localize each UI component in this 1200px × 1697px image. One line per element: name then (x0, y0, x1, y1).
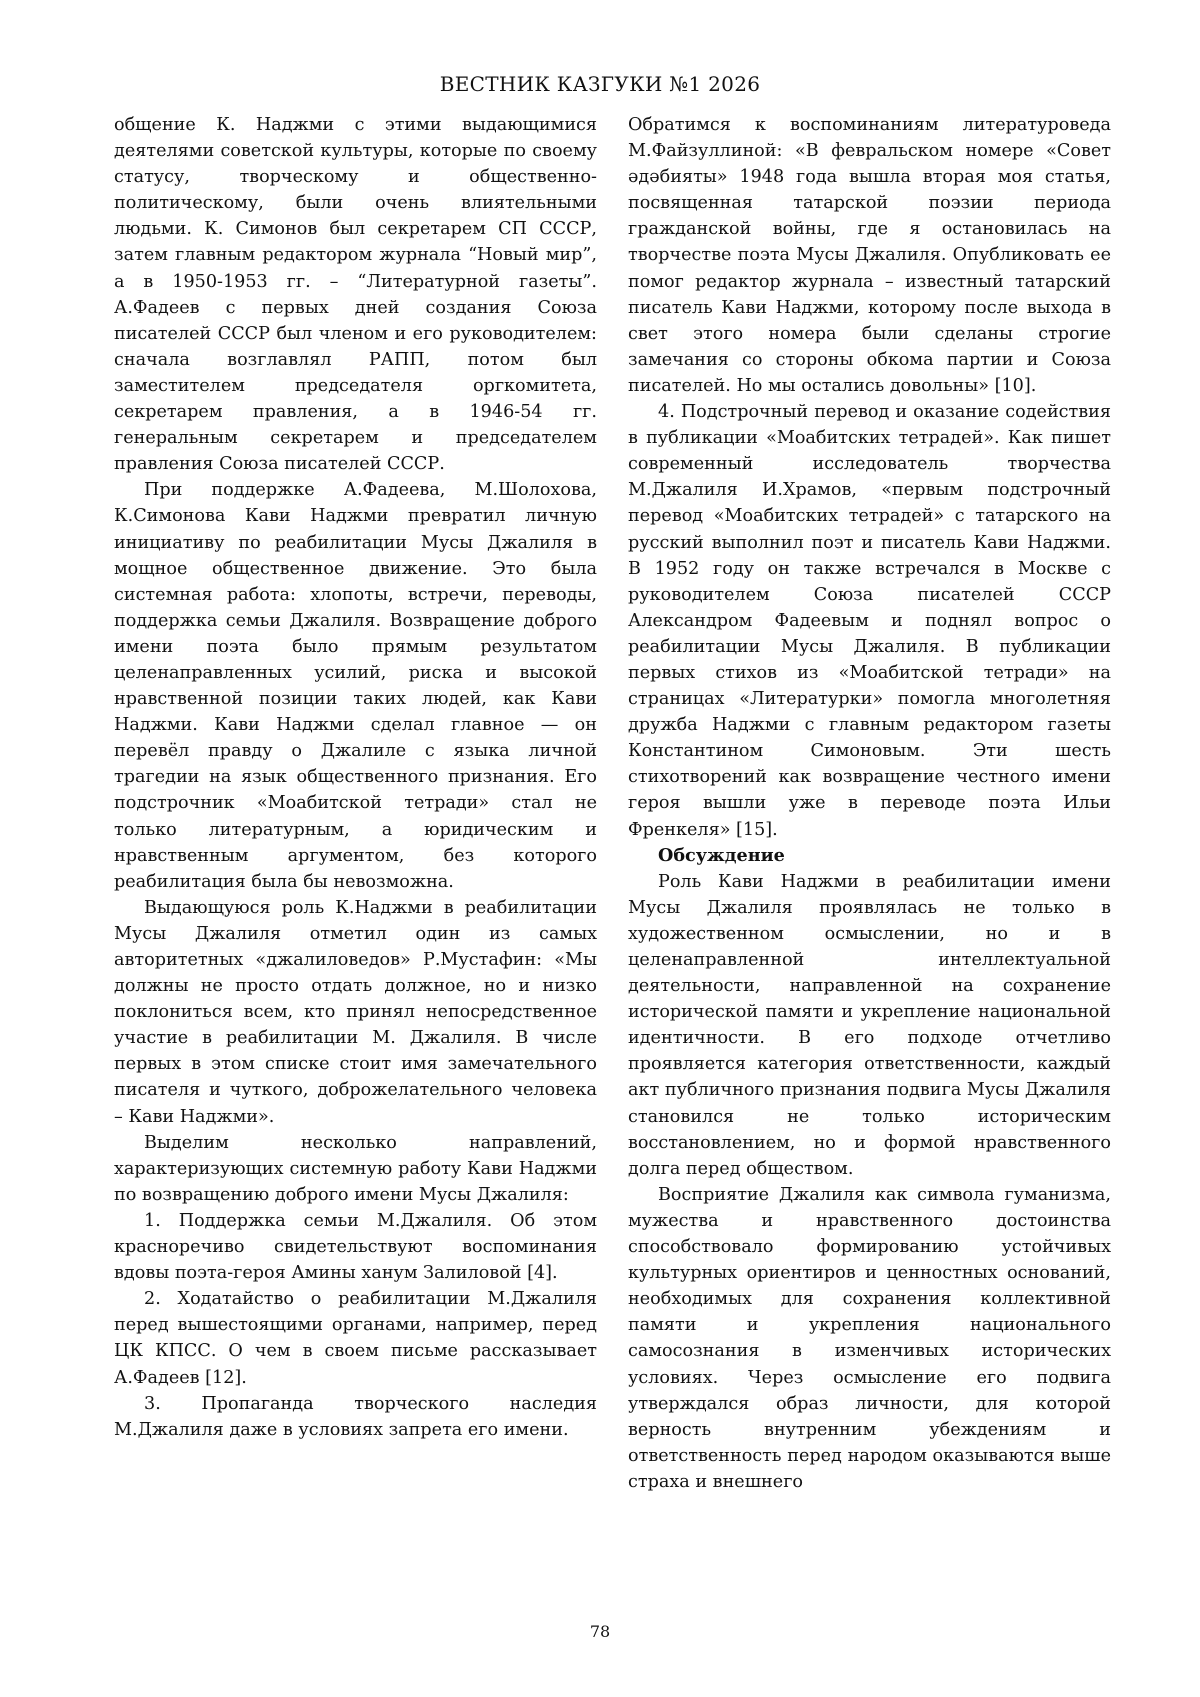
paragraph: Обратимся к воспоминаниям литературоведа М.Файзуллиной: «В февральском номере «Совет әдәбияты» 1948 года вышла вторая моя статья, посвященная татарской поэзии периода гражданской войны, где я остановилась на творчестве поэта Мусы Джалиля. Опубликовать ее помог редактор журнала – известный татарский писатель Кави Наджми, которому после выхода в свет этого номера были сделаны строгие замечания со стороны обкома партии и Союза писателей. Но мы остались довольны» [10]. (628, 115, 1111, 396)
paragraph: Выдающуюся роль К.Наджми в реабилитации Мусы Джалиля отметил один из самых авторитетных «джалиловедов» Р.Мустафин: «Мы должны не просто отдать должное, но и низко поклониться всем, кто принял непосредственное участие в реабилитации М. Джалиля. В числе первых в этом списке стоит имя замечательного писателя и чуткого, доброжелательного человека – Кави Наджми». (114, 897, 597, 1127)
paragraph: При поддержке А.Фадеева, М.Шолохова, К.Симонова Кави Наджми превратил личную инициативу по реабилитации Мусы Джалиля в мощное общественное движение. Это была системная работа: хлопоты, встречи, переводы, поддержка семьи Джалиля. Возвращение доброго имени поэта было прямым результатом целенаправленных усилий, риска и высокой нравственной позиции таких людей, как Кави Наджми. Кави Наджми сделал главное — он перевёл правду о Джалиле с языка личной трагедии на язык общественного признания. Его подстрочник «Моабитской тетради» стал не только литературным, а юридическим и нравственным аргументом, без которого реабилитация была бы невозможна. (114, 480, 597, 892)
list-item: 1. Поддержка семьи М.Джалиля. Об этом красноречиво свидетельствуют воспоминания вдовы поэта-героя Амины ханум Залиловой [4]. (114, 1210, 597, 1284)
list-item: 3. Пропаганда творческого наследия М.Джалиля даже в условиях запрета его имени. (114, 1393, 597, 1440)
paragraph: Роль Кави Наджми в реабилитации имени Мусы Джалиля проявлялась не только в художественном осмыслении, но и в целенаправленной интеллектуальной деятельности, направленной на сохранение исторической памяти и укрепление национальной идентичности. В его подходе отчетливо проявляется категория ответственности, каждый акт публичного признания подвига Мусы Джалиля становился не только историческим восстановлением, но и формой нравственного долга перед обществом. (628, 871, 1111, 1179)
paragraph: Выделим несколько направлений, характеризующих системную работу Кави Наджми по возвращению доброго имени Мусы Джалиля: (114, 1132, 597, 1205)
section-heading: Обсуждение (658, 844, 785, 866)
paragraph: Восприятие Джалиля как символа гуманизма, мужества и нравственного достоинства способствовало формированию устойчивых культурных ориентиров и ценностных оснований, необходимых для сохранения коллективной памяти и укрепления национального самосознания в изменчивых исторических условиях. Через осмысление его подвига утверждался образ личности, для которой верность внутренним убеждениям и ответственность перед народом оказываются выше страха и внешнего (628, 1184, 1111, 1492)
list-item: 4. Подстрочный перевод и оказание содействия в публикации «Моабитских тетрадей». Как пишет современный исследователь творчества М.Джалиля И.Храмов, «первым подстрочный перевод «Моабитских тетрадей» с татарского на русский выполнил поэт и писатель Кави Наджми. В 1952 году он также встречался в Москве с руководителем Союза писателей СССР Александром Фадеевым и поднял вопрос о реабилитации Мусы Джалиля. В публикации первых стихов из «Моабитской тетради» на страницах «Литературки» помогла многолетняя дружба Наджми с главным редактором газеты Константином Симоновым. Эти шесть стихотворений как возвращение честного имени героя вышли уже в переводе поэта Ильи Френкеля» [15]. (628, 402, 1111, 840)
page-number: 78 (589, 1622, 611, 1641)
list-item: 2. Ходатайство о реабилитации М.Джалиля перед вышестоящими органами, например, перед ЦК КПСС. О чем в своем письме рассказывает А.Фадеев [12]. (114, 1289, 597, 1388)
left-column (114, 112, 597, 1443)
journal-header: ВЕСТНИК КАЗГУКИ №1 2026 (439, 72, 761, 96)
paragraph: общение К. Наджми с этими выдающимися деятелями советской культуры, которые по своему статусу, творческому и общественно-политическому, были очень влиятельными людьми. К. Симонов был секретарем СП СССР, затем главным редактором журнала “Новый мир”, а в 1950-1953 гг. – “Литературной газеты”. А.Фадеев с первых дней создания Союза писателей СССР был членом и его руководителем: сначала возглавлял РАПП, потом был заместителем председателя оргкомитета, секретарем правления, а в 1946-54 гг. генеральным секретарем и председателем правления Союза писателей СССР. (114, 115, 597, 475)
right-column (628, 112, 1111, 1495)
